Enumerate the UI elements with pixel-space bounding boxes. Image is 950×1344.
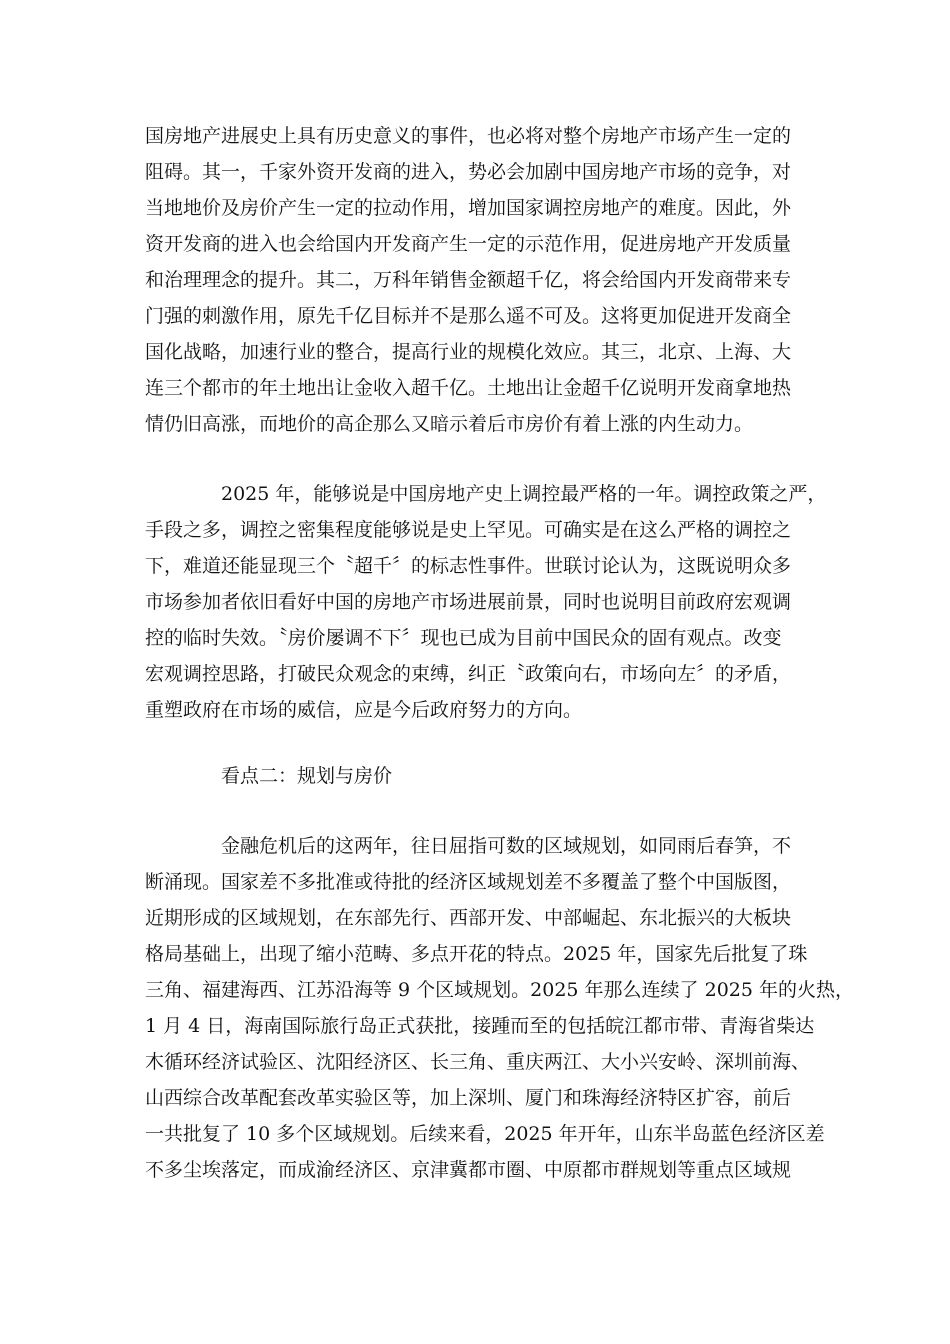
text-line: 阻碍。其一，千家外资开发商的进入，势必会加剧中国房地产市场的竞争，对 (145, 161, 792, 183)
text-line: 格局基础上，出现了缩小范畴、多点开花的特点。2025 年，国家先后批复了珠 (145, 943, 808, 965)
text-line: 金融危机后的这两年，往日屈指可数的区域规划，如同雨后春笋，不 (221, 835, 792, 857)
text-line: 资开发商的进入也会给国内开发商产生一定的示范作用，促进房地产开发质量 (145, 233, 792, 255)
paragraph-2 (145, 476, 835, 728)
text-line: 国房地产进展史上具有历史意义的事件，也必将对整个房地产市场产生一定的 (145, 125, 792, 147)
text-line: 宏观调控思路，打破民众观念的束缚，纠正〝政策向右，市场向左〞的矛盾， (145, 663, 792, 685)
text-line: 断涌现。国家差不多批准或待批的经济区域规划差不多覆盖了整个中国版图， (145, 871, 792, 893)
text-line: 木循环经济试验区、沈阳经济区、长三角、重庆两江、大小兴安岭、深圳前海、 (145, 1051, 811, 1073)
text-line: 控的临时失效。〝房价屡调不下〞现也已成为目前中国民众的固有观点。改变 (145, 627, 782, 649)
text-line: 当地地价及房价产生一定的拉动作用，增加国家调控房地产的难度。因此，外 (145, 197, 792, 219)
text-line: 重塑政府在市场的威信，应是今后政府努力的方向。 (145, 699, 583, 721)
paragraph-3 (145, 828, 854, 1188)
text-line: 近期形成的区域规划，在东部先行、西部开发、中部崛起、东北振兴的大板块 (145, 907, 792, 929)
text-line: 情仍旧高涨，而地价的高企那么又暗示着后市房价有着上涨的内生动力。 (145, 413, 754, 435)
text-line: 国化战略，加速行业的整合，提高行业的规模化效应。其三，北京、上海、大 (145, 341, 792, 363)
text-line: 连三个都市的年土地出让金收入超千亿。土地出让金超千亿说明开发商拿地热 (145, 377, 792, 399)
text-line: 2025 年，能够说是中国房地产史上调控最严格的一年。调控政策之严， (221, 483, 827, 505)
text-line: 市场参加者依旧看好中国的房地产市场进展前景，同时也说明目前政府宏观调 (145, 591, 792, 613)
paragraph-1 (145, 118, 835, 442)
text-line: 下，难道还能显现三个〝超千〞的标志性事件。世联讨论认为，这既说明众多 (145, 555, 792, 577)
text-line: 和治理理念的提升。其二，万科年销售金额超千亿，将会给国内开发商带来专 (145, 269, 792, 291)
text-line: 不多尘埃落定，而成渝经济区、京津冀都市圈、中原都市群规划等重点区域规 (145, 1159, 792, 1181)
document-body (145, 118, 854, 1188)
text-line: 山西综合改革配套改革实验区等，加上深圳、厦门和珠海经济特区扩容，前后 (145, 1087, 792, 1109)
text-line: 门强的刺激作用，原先千亿目标并不是那么遥不可及。这将更加促进开发商全 (145, 305, 792, 327)
text-line: 一共批复了 10 多个区域规划。后续来看，2025 年开年，山东半岛蓝色经济区差 (145, 1123, 825, 1145)
text-line: 三角、福建海西、江苏沿海等 9 个区域规划。2025 年那么连续了 2025 年的火热， (145, 979, 854, 1001)
section-heading-text: 看点二：规划与房价 (221, 765, 393, 787)
text-line: 手段之多，调控之密集程度能够说是史上罕见。可确实是在这么严格的调控之 (145, 519, 792, 541)
text-line: 1 月 4 日，海南国际旅行岛正式获批，接踵而至的包括皖江都市带、青海省柴达 (145, 1015, 815, 1037)
section-heading (145, 758, 835, 794)
